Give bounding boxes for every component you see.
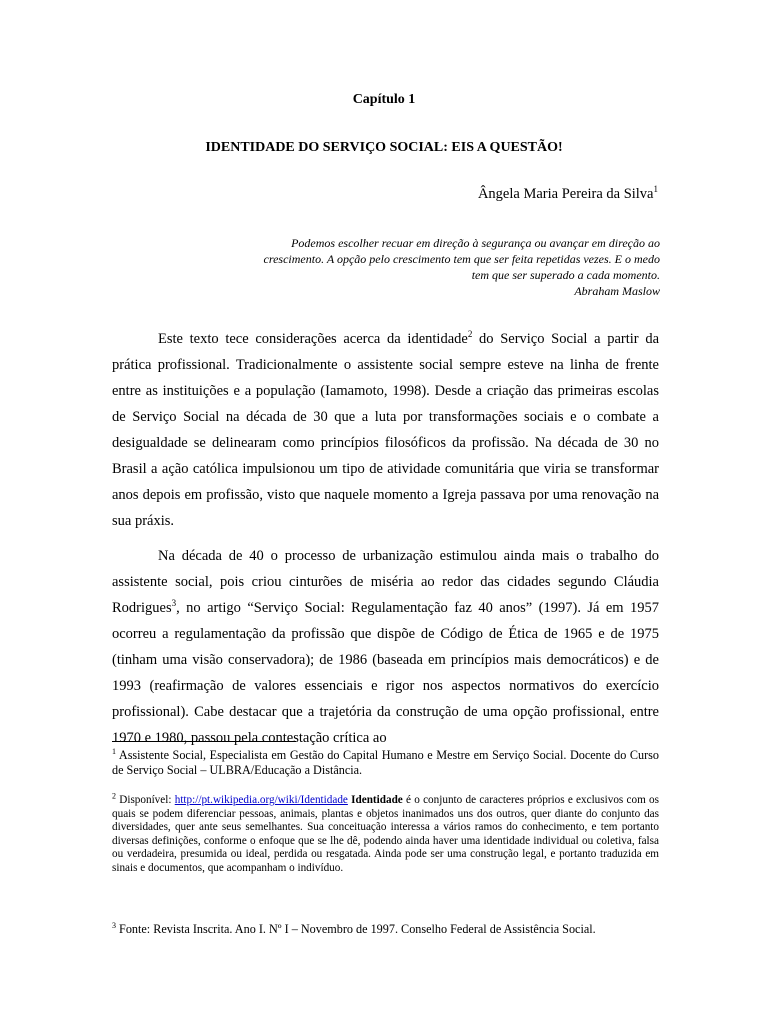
author-name: Ângela Maria Pereira da Silva	[477, 186, 654, 202]
paragraph-2-part-2: , no artigo “Serviço Social: Regulamentação faz 40 anos” (1997). Já em 1957 ocorreu a regulamentação da profissão que dispõe de Código de Ética de 1965 e de 1975 (tinham uma visão conservadora); de 1986 (baseada em princípios mais democráticos) e de 1993 (reafirmação de valores essenciais e rigor nos aspectos normativos do exercício profissional). Cabe destacar que a trajetória da construção de uma opção profissional, entre 1970 e 1980, passou pela contestação crítica ao	[112, 600, 659, 746]
epigraph	[255, 235, 660, 299]
footnote-1	[112, 748, 659, 778]
footnote-ref-2[interactable]: 2	[467, 329, 473, 340]
author-line	[478, 186, 658, 203]
footnote-2-text: é o conjunto de caracteres próprios e exclusivos com os quais se podem diferenciar pessoas, animais, plantas e objetos inanimados uns dos outros, quer diante do conjunto das diversidades, quer ante seus semelhantes. Sua conceituação interessa a vários ramos do conhecimento, e tem portanto diversas definições, conforme o enfoque que se lhe dê, podendo ainda haver uma identidade individual ou coletiva, falsa ou verdadeira, presumida ou ideal, perdida ou resgatada. Ainda pode ser uma construção legal, e portanto traduzida em sinais e documentos, que acompanham o indivíduo.	[112, 794, 659, 874]
footnote-2-number: 2	[112, 791, 116, 801]
paragraph-2-part-1: Na década de 40 o processo de urbanização estimulou ainda mais o trabalho do assistente social, pois criou cinturões de miséria ao redor das cidades segundo Cláudia Rodrigues	[112, 548, 659, 616]
footnote-ref-3[interactable]: 3	[171, 598, 177, 609]
footnote-3	[112, 922, 659, 937]
footnote-2-term: Identidade	[351, 794, 403, 806]
epigraph-source: Abraham Maslow	[574, 284, 660, 298]
wikipedia-link[interactable]: http://pt.wikipedia.org/wiki/Identidade	[174, 794, 348, 806]
paragraph-1-part-1: Este texto tece considerações acerca da identidade	[158, 331, 468, 347]
footnote-separator	[112, 741, 296, 742]
footnote-1-text: Assistente Social, Especialista em Gestão do Capital Humano e Mestre em Serviço Social. Docente do Curso de Serviço Social – ULBRA/Educação a Distância.	[112, 748, 659, 777]
paragraph-1-part-2: do Serviço Social a partir da prática profissional. Tradicionalmente o assistente social sempre esteve na linha de frente entre as instituições e a população (Iamamoto, 1998). Desde a criação das primeiras escolas de Serviço Social na década de 30 que a luta por transformações sociais e o combate a desigualdade se delinearam como princípios filosóficos da profissão. Na década de 30 no Brasil a ação católica impulsionou um tipo de atividade comunitária que viria se transformar anos depois em profissão, visto que naquele momento a Igreja passava por uma renovação na sua práxis.	[112, 331, 660, 529]
footnote-1-number: 1	[112, 746, 116, 756]
footnote-3-text: Fonte: Revista Inscrita. Ano I. Nº I – Novembro de 1997. Conselho Federal de Assistência Social.	[116, 922, 596, 936]
epigraph-quote: Podemos escolher recuar em direção à segurança ou avançar em direção ao crescimento. A opção pelo crescimento tem que ser feita repetidas vezes. E o medo tem que ser superado a cada momento.	[263, 236, 660, 282]
footnote-2-prefix: Disponível:	[116, 794, 175, 806]
footnote-3-number: 3	[112, 920, 116, 930]
body-text	[112, 326, 659, 751]
paragraph-2	[112, 543, 659, 751]
author-footnote-ref[interactable]: 1	[653, 184, 658, 195]
chapter-heading: Capítulo 1	[352, 92, 416, 107]
footnote-2	[112, 791, 659, 876]
chapter-title: IDENTIDADE DO SERVIÇO SOCIAL: EIS A QUESTÃO!	[205, 140, 563, 155]
paragraph-1	[112, 326, 659, 534]
